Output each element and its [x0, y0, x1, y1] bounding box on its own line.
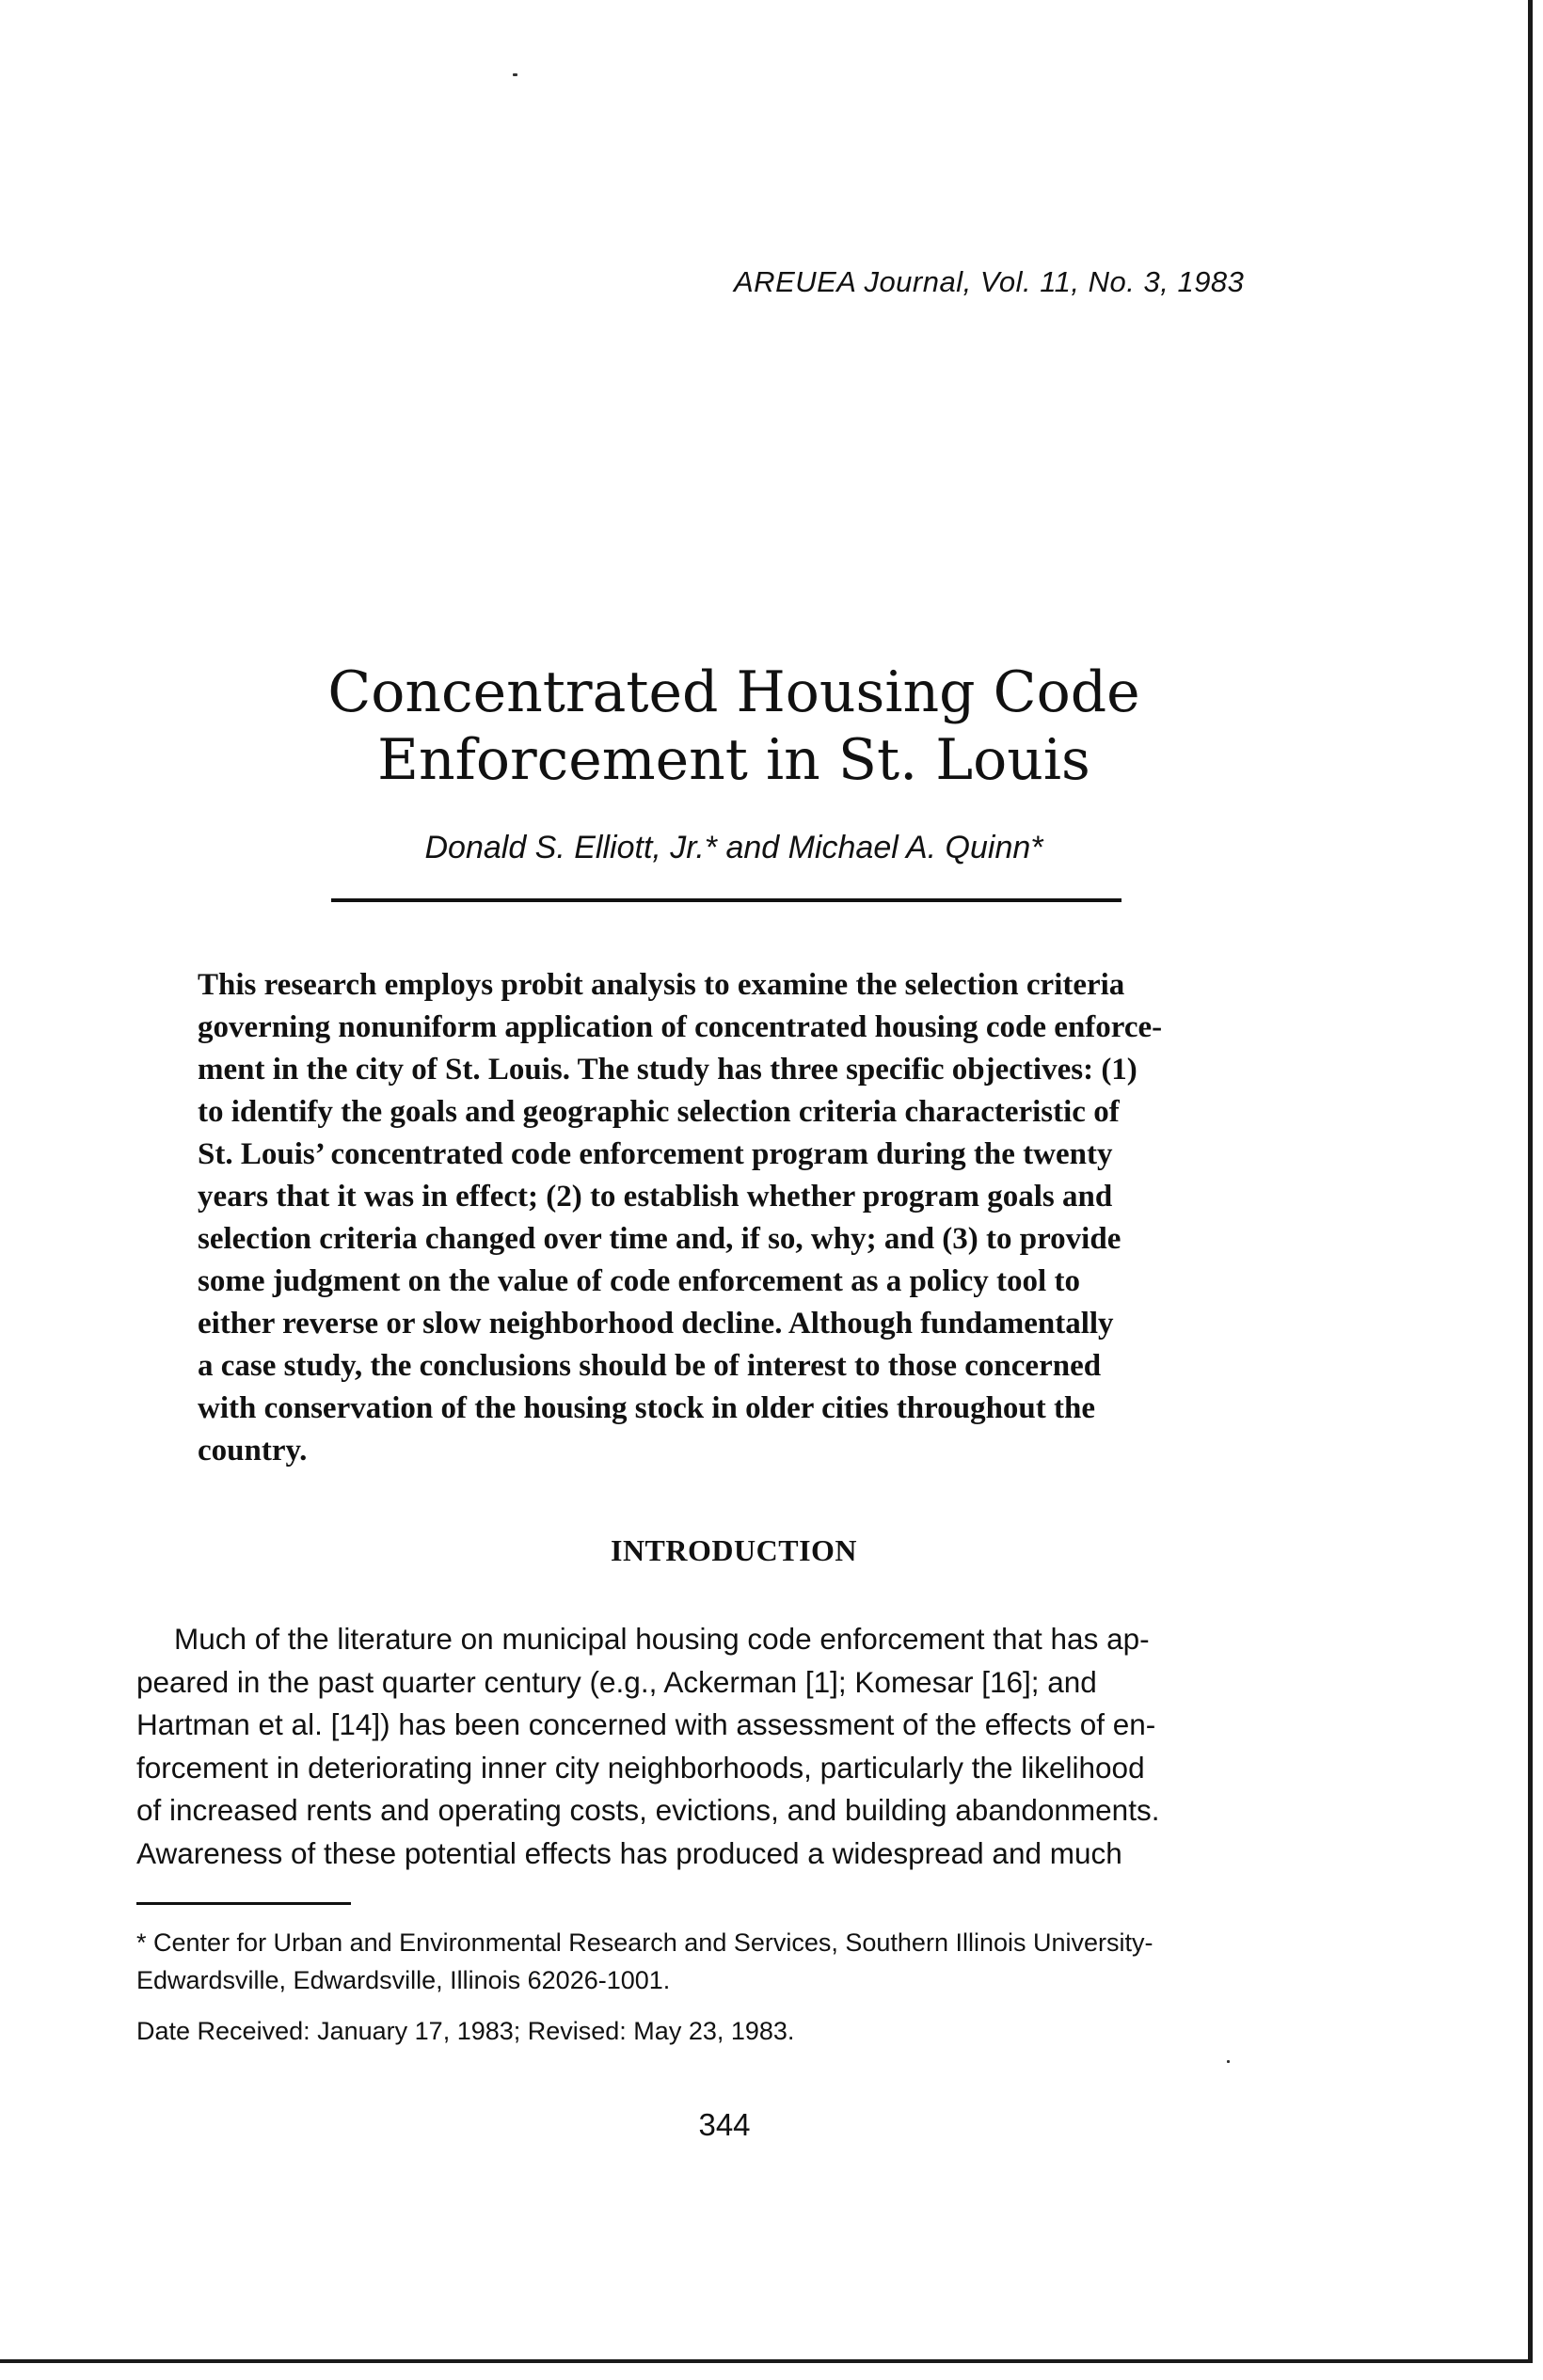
abstract-line: governing nonuniform application of concentrated housing code enforce- [198, 1010, 1163, 1044]
abstract-line: either reverse or slow neighborhood decline. Although fundamentally [198, 1307, 1114, 1341]
abstract-line: to identify the goals and geographic selection criteria characteristic of [198, 1095, 1120, 1129]
abstract [198, 964, 1261, 1472]
body-line: Awareness of these potential effects has produced a widespread and much [136, 1835, 1122, 1870]
body-line: of increased rents and operating costs, evictions, and building abandonments. [136, 1793, 1160, 1827]
abstract-line: a case study, the conclusions should be of interest to those concerned [198, 1349, 1102, 1383]
abstract-line: years that it was in effect; (2) to establish whether program goals and [198, 1180, 1113, 1214]
body-line: Hartman et al. [14]) has been concerned with assessment of the effects of en- [136, 1707, 1156, 1741]
title-line: Enforcement in St. Louis [377, 727, 1090, 793]
abstract-line: St. Louis’ concentrated code enforcement program during the twenty [198, 1137, 1113, 1171]
title-line: Concentrated Housing Code [327, 659, 1140, 725]
scan-edge-bottom [0, 2359, 1533, 2363]
body-line: Much of the literature on municipal housing code enforcement that has ap- [174, 1622, 1150, 1656]
paper-title [282, 658, 1185, 794]
footnote-gap [136, 1999, 1331, 2012]
title-rule [331, 898, 1121, 902]
page-number: 344 [698, 2107, 751, 2142]
abstract-line: with conservation of the housing stock in older cities throughout the [198, 1391, 1096, 1425]
body-line: peared in the past quarter century (e.g., Ackerman [1]; Komesar [16]; and [136, 1664, 1097, 1699]
scan-speck [513, 73, 517, 76]
journal-citation: AREUEA Journal, Vol. 11, No. 3, 1983 [734, 265, 1245, 298]
footnote-rule [136, 1902, 351, 1905]
abstract-line: This research employs probit analysis to examine the selection criteria [198, 968, 1125, 1002]
footnote-affiliation-line: * Center for Urban and Environmental Research and Services, Southern Illinois University- [136, 1928, 1153, 1957]
scan-edge-right [1528, 0, 1533, 2363]
abstract-line: some judgment on the value of code enforcement as a policy tool to [198, 1264, 1080, 1298]
footnote-dates: Date Received: January 17, 1983; Revised: May 23, 1983. [136, 2017, 795, 2045]
abstract-line: selection criteria changed over time and, if so, why; and (3) to provide [198, 1222, 1121, 1256]
scan-speck [1227, 2060, 1230, 2063]
abstract-line: ment in the city of St. Louis. The study has three specific objectives: (1) [198, 1053, 1137, 1087]
author-line: Donald S. Elliott, Jr.* and Michael A. Quinn* [424, 830, 1043, 865]
body-line: forcement in deteriorating inner city neighborhoods, particularly the likelihood [136, 1750, 1145, 1785]
footnote-affiliation-line: Edwardsville, Edwardsville, Illinois 62026-1001. [136, 1966, 671, 1994]
abstract-line: country. [198, 1434, 308, 1468]
footnotes [136, 1924, 1331, 2050]
introduction-paragraph [136, 1618, 1322, 1875]
section-heading-introduction: INTRODUCTION [610, 1533, 858, 1567]
